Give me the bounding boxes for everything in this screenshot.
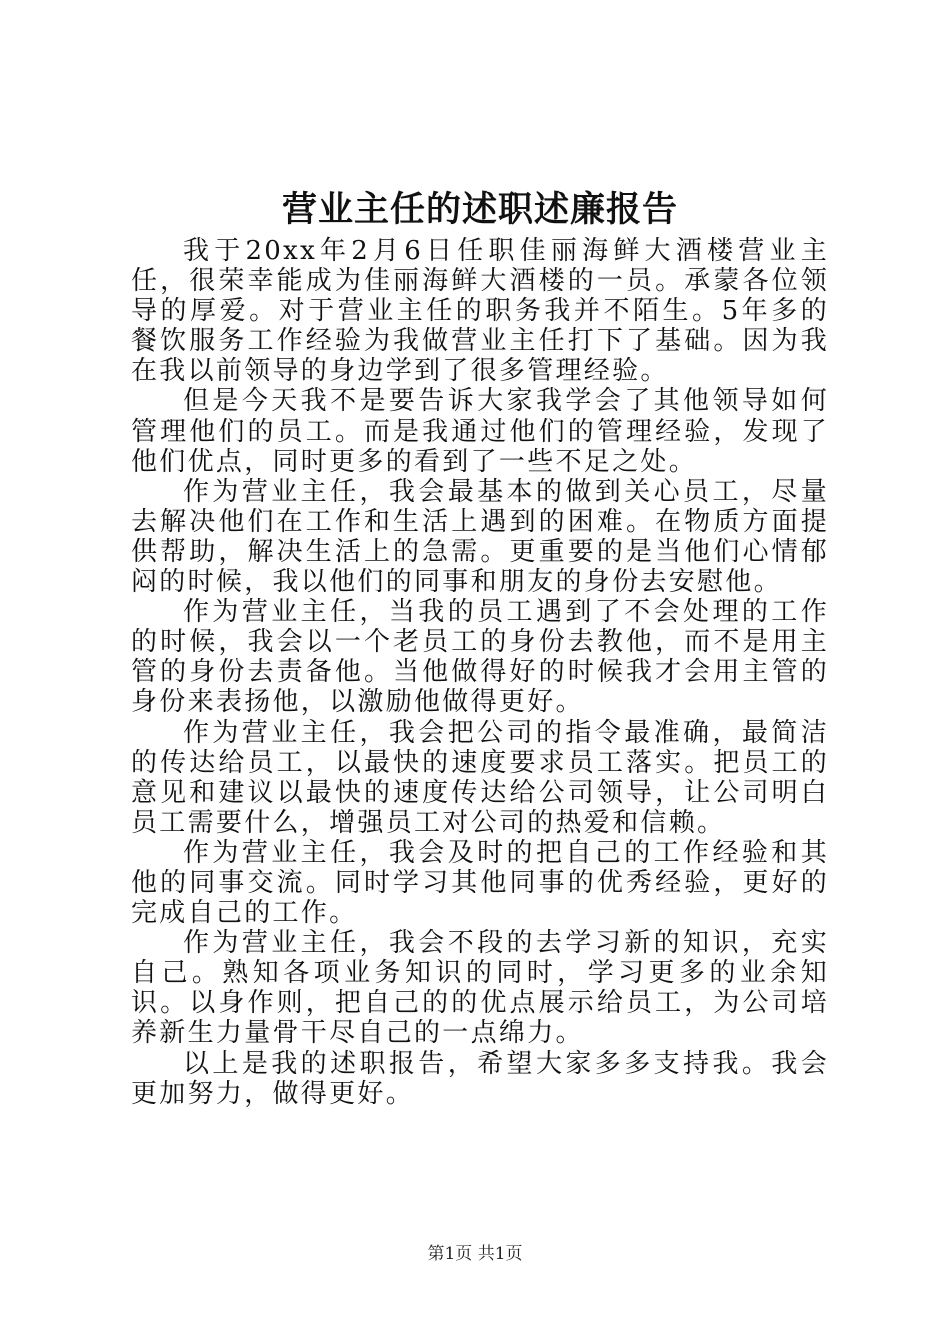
- document-title: 营业主任的述职述廉报告: [281, 189, 678, 230]
- paragraph-4: 作为营业主任，当我的员工遇到了不会处理的工作的时候，我会以一个老员工的身份去教他，而不是用主管的身份去责备他。当他做得好的时候我才会用主管的身份来表扬他，以激励他做得更好。: [131, 597, 829, 718]
- paragraph-3: 作为营业主任，我会最基本的做到关心员工，尽量去解决他们在工作和生活上遇到的困难。在物质方面提供帮助，解决生活上的急需。更重要的是当他们心情郁闷的时候，我以他们的同事和朋友的身份去安慰他。: [131, 476, 829, 598]
- paragraph-8: 以上是我的述职报告，希望大家多多支持我。我会更加努力，做得更好。: [131, 1048, 829, 1109]
- paragraph-6: 作为营业主任，我会及时的把自己的工作经验和其他的同事交流。同时学习其他同事的优秀经验，更好的完成自己的工作。: [131, 837, 829, 929]
- document-body: [131, 236, 829, 1109]
- paragraph-1: 我于20xx年2月6日任职佳丽海鲜大酒楼营业主任，很荣幸能成为佳丽海鲜大酒楼的一员。承蒙各位领导的厚爱。对于营业主任的职务我并不陌生。5年多的餐饮服务工作经验为我做营业主任打下了基础。因为我在我以前领导的身边学到了很多管理经验。: [131, 236, 829, 387]
- paragraph-5: 作为营业主任，我会把公司的指令最准确，最简洁的传达给员工，以最快的速度要求员工落实。把员工的意见和建议以最快的速度传达给公司领导，让公司明白员工需要什么，增强员工对公司的热爱和信赖。: [131, 717, 829, 838]
- paragraph-7: 作为营业主任，我会不段的去学习新的知识，充实自己。熟知各项业务知识的同时，学习更多的业余知识。以身作则，把自己的的优点展示给员工，为公司培养新生力量骨干尽自己的一点绵力。: [131, 928, 829, 1049]
- page-number-footer: 第1页 共1页: [427, 1244, 523, 1264]
- paragraph-2: 但是今天我不是要告诉大家我学会了其他领导如何管理他们的员工。而是我通过他们的管理经验，发现了他们优点，同时更多的看到了一些不足之处。: [131, 386, 829, 477]
